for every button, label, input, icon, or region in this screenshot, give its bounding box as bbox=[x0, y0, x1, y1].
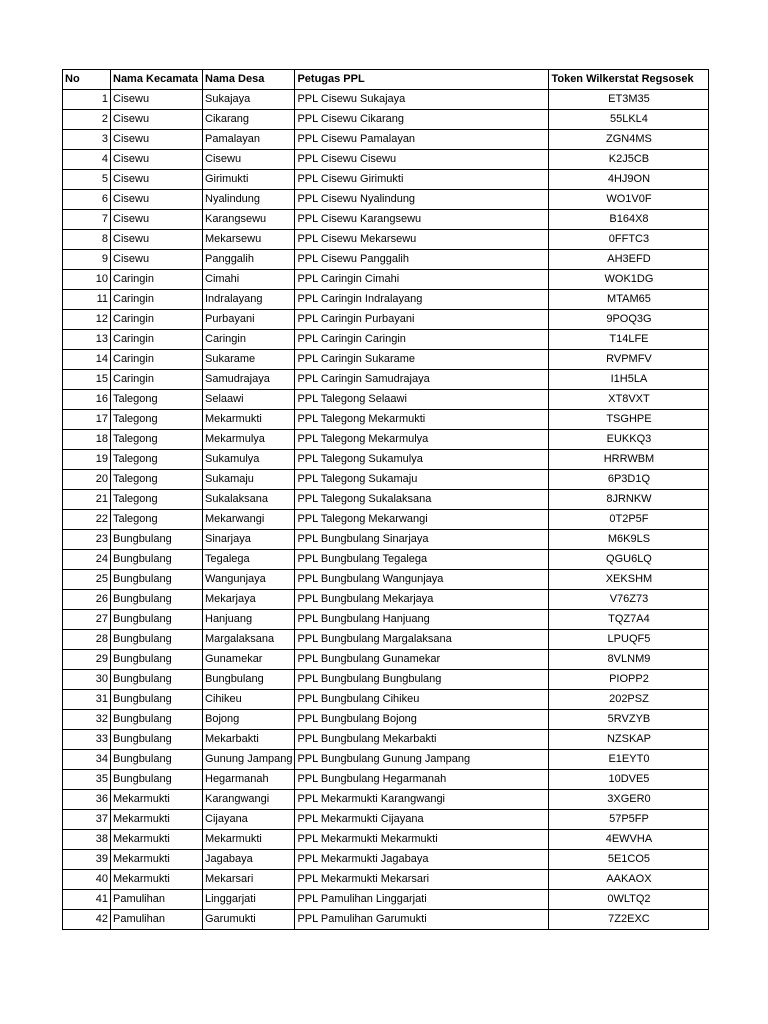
cell-token: TSGHPE bbox=[549, 410, 709, 430]
cell-desa: Sukalaksana bbox=[203, 490, 295, 510]
cell-token: 5E1CO5 bbox=[549, 850, 709, 870]
cell-no: 20 bbox=[63, 470, 111, 490]
cell-desa: Cihikeu bbox=[203, 690, 295, 710]
cell-token: QGU6LQ bbox=[549, 550, 709, 570]
cell-petugas: PPL Talegong Sukalaksana bbox=[295, 490, 549, 510]
cell-kecamatan: Bungbulang bbox=[111, 610, 203, 630]
table-row bbox=[63, 510, 709, 530]
table-row bbox=[63, 630, 709, 650]
cell-petugas: PPL Bungbulang Sinarjaya bbox=[295, 530, 549, 550]
cell-desa: Nyalindung bbox=[203, 190, 295, 210]
cell-token: EUKKQ3 bbox=[549, 430, 709, 450]
cell-no: 22 bbox=[63, 510, 111, 530]
cell-token: TQZ7A4 bbox=[549, 610, 709, 630]
cell-no: 16 bbox=[63, 390, 111, 410]
cell-kecamatan: Cisewu bbox=[111, 90, 203, 110]
cell-petugas: PPL Bungbulang Mekarjaya bbox=[295, 590, 549, 610]
cell-no: 30 bbox=[63, 670, 111, 690]
cell-petugas: PPL Bungbulang Gunung Jampang bbox=[295, 750, 549, 770]
cell-petugas: PPL Talegong Mekarwangi bbox=[295, 510, 549, 530]
table-row bbox=[63, 830, 709, 850]
table-row bbox=[63, 890, 709, 910]
cell-petugas: PPL Mekarmukti Jagabaya bbox=[295, 850, 549, 870]
cell-desa: Mekarmukti bbox=[203, 830, 295, 850]
table-row bbox=[63, 790, 709, 810]
cell-no: 18 bbox=[63, 430, 111, 450]
header-desa: Nama Desa bbox=[203, 70, 295, 90]
cell-kecamatan: Bungbulang bbox=[111, 710, 203, 730]
cell-kecamatan: Pamulihan bbox=[111, 890, 203, 910]
table-row bbox=[63, 330, 709, 350]
cell-petugas: PPL Mekarmukti Cijayana bbox=[295, 810, 549, 830]
cell-token: 0FFTC3 bbox=[549, 230, 709, 250]
table-row bbox=[63, 390, 709, 410]
cell-token: WO1V0F bbox=[549, 190, 709, 210]
cell-desa: Tegalega bbox=[203, 550, 295, 570]
cell-no: 36 bbox=[63, 790, 111, 810]
cell-no: 17 bbox=[63, 410, 111, 430]
cell-desa: Bungbulang bbox=[203, 670, 295, 690]
cell-no: 31 bbox=[63, 690, 111, 710]
cell-petugas: PPL Caringin Purbayani bbox=[295, 310, 549, 330]
cell-desa: Gunamekar bbox=[203, 650, 295, 670]
cell-token: 5RVZYB bbox=[549, 710, 709, 730]
cell-petugas: PPL Mekarmukti Mekarsari bbox=[295, 870, 549, 890]
cell-no: 15 bbox=[63, 370, 111, 390]
cell-desa: Mekarsewu bbox=[203, 230, 295, 250]
cell-kecamatan: Bungbulang bbox=[111, 530, 203, 550]
cell-no: 8 bbox=[63, 230, 111, 250]
cell-kecamatan: Bungbulang bbox=[111, 550, 203, 570]
cell-token: I1H5LA bbox=[549, 370, 709, 390]
table-row bbox=[63, 670, 709, 690]
cell-desa: Bojong bbox=[203, 710, 295, 730]
cell-kecamatan: Pamulihan bbox=[111, 910, 203, 930]
table-row bbox=[63, 450, 709, 470]
cell-no: 24 bbox=[63, 550, 111, 570]
cell-token: AH3EFD bbox=[549, 250, 709, 270]
cell-desa: Hanjuang bbox=[203, 610, 295, 630]
cell-desa: Indralayang bbox=[203, 290, 295, 310]
cell-petugas: PPL Talegong Mekarmukti bbox=[295, 410, 549, 430]
cell-kecamatan: Cisewu bbox=[111, 150, 203, 170]
table-row bbox=[63, 350, 709, 370]
cell-kecamatan: Bungbulang bbox=[111, 670, 203, 690]
cell-kecamatan: Cisewu bbox=[111, 110, 203, 130]
table-row bbox=[63, 590, 709, 610]
cell-desa: Garumukti bbox=[203, 910, 295, 930]
cell-petugas: PPL Bungbulang Wangunjaya bbox=[295, 570, 549, 590]
cell-petugas: PPL Cisewu Girimukti bbox=[295, 170, 549, 190]
cell-no: 42 bbox=[63, 910, 111, 930]
cell-kecamatan: Talegong bbox=[111, 450, 203, 470]
cell-desa: Mekarbakti bbox=[203, 730, 295, 750]
cell-petugas: PPL Bungbulang Mekarbakti bbox=[295, 730, 549, 750]
table-row bbox=[63, 530, 709, 550]
cell-token: RVPMFV bbox=[549, 350, 709, 370]
cell-desa: Mekarjaya bbox=[203, 590, 295, 610]
cell-desa: Sinarjaya bbox=[203, 530, 295, 550]
cell-no: 26 bbox=[63, 590, 111, 610]
cell-token: PIOPP2 bbox=[549, 670, 709, 690]
cell-desa: Selaawi bbox=[203, 390, 295, 410]
cell-petugas: PPL Bungbulang Hegarmanah bbox=[295, 770, 549, 790]
cell-no: 27 bbox=[63, 610, 111, 630]
cell-desa: Sukarame bbox=[203, 350, 295, 370]
cell-no: 38 bbox=[63, 830, 111, 850]
cell-no: 19 bbox=[63, 450, 111, 470]
cell-token: 3XGER0 bbox=[549, 790, 709, 810]
table-row bbox=[63, 170, 709, 190]
table-row bbox=[63, 410, 709, 430]
cell-kecamatan: Talegong bbox=[111, 430, 203, 450]
cell-token: 8JRNKW bbox=[549, 490, 709, 510]
table-row bbox=[63, 150, 709, 170]
cell-no: 12 bbox=[63, 310, 111, 330]
table-row bbox=[63, 710, 709, 730]
cell-no: 29 bbox=[63, 650, 111, 670]
header-no: No bbox=[63, 70, 111, 90]
cell-desa: Sukamulya bbox=[203, 450, 295, 470]
cell-token: 0WLTQ2 bbox=[549, 890, 709, 910]
cell-no: 21 bbox=[63, 490, 111, 510]
cell-kecamatan: Talegong bbox=[111, 410, 203, 430]
table-row bbox=[63, 690, 709, 710]
cell-token: 57P5FP bbox=[549, 810, 709, 830]
cell-no: 32 bbox=[63, 710, 111, 730]
cell-token: HRRWBM bbox=[549, 450, 709, 470]
cell-token: 10DVE5 bbox=[549, 770, 709, 790]
cell-token: E1EYT0 bbox=[549, 750, 709, 770]
cell-no: 25 bbox=[63, 570, 111, 590]
cell-token: NZSKAP bbox=[549, 730, 709, 750]
cell-kecamatan: Caringin bbox=[111, 270, 203, 290]
cell-no: 28 bbox=[63, 630, 111, 650]
cell-desa: Cijayana bbox=[203, 810, 295, 830]
table-row bbox=[63, 750, 709, 770]
table-row bbox=[63, 770, 709, 790]
cell-token: LPUQF5 bbox=[549, 630, 709, 650]
cell-petugas: PPL Bungbulang Bojong bbox=[295, 710, 549, 730]
table-row bbox=[63, 810, 709, 830]
cell-token: ET3M35 bbox=[549, 90, 709, 110]
cell-no: 35 bbox=[63, 770, 111, 790]
cell-token: B164X8 bbox=[549, 210, 709, 230]
table-row bbox=[63, 730, 709, 750]
cell-petugas: PPL Mekarmukti Karangwangi bbox=[295, 790, 549, 810]
cell-petugas: PPL Pamulihan Linggarjati bbox=[295, 890, 549, 910]
table-row bbox=[63, 110, 709, 130]
cell-token: 202PSZ bbox=[549, 690, 709, 710]
cell-petugas: PPL Bungbulang Bungbulang bbox=[295, 670, 549, 690]
cell-kecamatan: Talegong bbox=[111, 510, 203, 530]
cell-petugas: PPL Bungbulang Tegalega bbox=[295, 550, 549, 570]
cell-token: 8VLNM9 bbox=[549, 650, 709, 670]
cell-no: 4 bbox=[63, 150, 111, 170]
cell-token: 7Z2EXC bbox=[549, 910, 709, 930]
cell-desa: Jagabaya bbox=[203, 850, 295, 870]
table-row bbox=[63, 850, 709, 870]
cell-desa: Girimukti bbox=[203, 170, 295, 190]
header-row bbox=[63, 70, 709, 90]
cell-kecamatan: Bungbulang bbox=[111, 650, 203, 670]
cell-desa: Karangwangi bbox=[203, 790, 295, 810]
cell-token: T14LFE bbox=[549, 330, 709, 350]
cell-token: XEKSHM bbox=[549, 570, 709, 590]
cell-petugas: PPL Cisewu Cikarang bbox=[295, 110, 549, 130]
cell-kecamatan: Bungbulang bbox=[111, 690, 203, 710]
table-row bbox=[63, 470, 709, 490]
cell-desa: Pamalayan bbox=[203, 130, 295, 150]
cell-petugas: PPL Caringin Caringin bbox=[295, 330, 549, 350]
cell-petugas: PPL Talegong Sukamaju bbox=[295, 470, 549, 490]
cell-desa: Samudrajaya bbox=[203, 370, 295, 390]
cell-kecamatan: Talegong bbox=[111, 390, 203, 410]
cell-desa: Mekarmulya bbox=[203, 430, 295, 450]
cell-desa: Margalaksana bbox=[203, 630, 295, 650]
cell-desa: Sukajaya bbox=[203, 90, 295, 110]
table-row bbox=[63, 250, 709, 270]
table-row bbox=[63, 910, 709, 930]
cell-petugas: PPL Caringin Samudrajaya bbox=[295, 370, 549, 390]
cell-petugas: PPL Talegong Sukamulya bbox=[295, 450, 549, 470]
cell-no: 37 bbox=[63, 810, 111, 830]
cell-petugas: PPL Talegong Selaawi bbox=[295, 390, 549, 410]
cell-kecamatan: Cisewu bbox=[111, 250, 203, 270]
cell-petugas: PPL Caringin Cimahi bbox=[295, 270, 549, 290]
table-row bbox=[63, 90, 709, 110]
table-body bbox=[63, 90, 709, 930]
cell-petugas: PPL Talegong Mekarmulya bbox=[295, 430, 549, 450]
cell-no: 2 bbox=[63, 110, 111, 130]
cell-no: 7 bbox=[63, 210, 111, 230]
cell-token: V76Z73 bbox=[549, 590, 709, 610]
cell-kecamatan: Mekarmukti bbox=[111, 850, 203, 870]
cell-petugas: PPL Cisewu Panggalih bbox=[295, 250, 549, 270]
cell-kecamatan: Mekarmukti bbox=[111, 830, 203, 850]
table-row bbox=[63, 490, 709, 510]
cell-kecamatan: Cisewu bbox=[111, 170, 203, 190]
cell-kecamatan: Mekarmukti bbox=[111, 870, 203, 890]
cell-petugas: PPL Pamulihan Garumukti bbox=[295, 910, 549, 930]
cell-petugas: PPL Bungbulang Hanjuang bbox=[295, 610, 549, 630]
cell-desa: Panggalih bbox=[203, 250, 295, 270]
cell-petugas: PPL Bungbulang Margalaksana bbox=[295, 630, 549, 650]
table-row bbox=[63, 870, 709, 890]
cell-token: 9POQ3G bbox=[549, 310, 709, 330]
cell-no: 13 bbox=[63, 330, 111, 350]
cell-no: 9 bbox=[63, 250, 111, 270]
cell-token: 0T2P5F bbox=[549, 510, 709, 530]
cell-petugas: PPL Mekarmukti Mekarmukti bbox=[295, 830, 549, 850]
cell-kecamatan: Cisewu bbox=[111, 210, 203, 230]
cell-no: 3 bbox=[63, 130, 111, 150]
cell-no: 6 bbox=[63, 190, 111, 210]
cell-desa: Purbayani bbox=[203, 310, 295, 330]
cell-petugas: PPL Caringin Indralayang bbox=[295, 290, 549, 310]
cell-token: 4HJ9ON bbox=[549, 170, 709, 190]
cell-token: M6K9LS bbox=[549, 530, 709, 550]
header-kecamatan: Nama Kecamata bbox=[111, 70, 203, 90]
cell-petugas: PPL Cisewu Karangsewu bbox=[295, 210, 549, 230]
cell-desa: Linggarjati bbox=[203, 890, 295, 910]
cell-no: 40 bbox=[63, 870, 111, 890]
cell-no: 11 bbox=[63, 290, 111, 310]
cell-no: 39 bbox=[63, 850, 111, 870]
cell-token: WOK1DG bbox=[549, 270, 709, 290]
cell-no: 33 bbox=[63, 730, 111, 750]
cell-petugas: PPL Caringin Sukarame bbox=[295, 350, 549, 370]
cell-kecamatan: Caringin bbox=[111, 310, 203, 330]
cell-token: 4EWVHA bbox=[549, 830, 709, 850]
cell-kecamatan: Caringin bbox=[111, 290, 203, 310]
table-row bbox=[63, 550, 709, 570]
cell-kecamatan: Caringin bbox=[111, 350, 203, 370]
cell-desa: Mekarsari bbox=[203, 870, 295, 890]
cell-token: K2J5CB bbox=[549, 150, 709, 170]
cell-desa: Gunung Jampang bbox=[203, 750, 295, 770]
cell-no: 5 bbox=[63, 170, 111, 190]
cell-desa: Wangunjaya bbox=[203, 570, 295, 590]
cell-token: MTAM65 bbox=[549, 290, 709, 310]
table-row bbox=[63, 610, 709, 630]
table-header bbox=[63, 70, 709, 90]
cell-desa: Cikarang bbox=[203, 110, 295, 130]
cell-desa: Mekarwangi bbox=[203, 510, 295, 530]
table-row bbox=[63, 370, 709, 390]
cell-token: 6P3D1Q bbox=[549, 470, 709, 490]
cell-token: XT8VXT bbox=[549, 390, 709, 410]
cell-kecamatan: Caringin bbox=[111, 370, 203, 390]
cell-desa: Cimahi bbox=[203, 270, 295, 290]
cell-no: 34 bbox=[63, 750, 111, 770]
cell-desa: Sukamaju bbox=[203, 470, 295, 490]
cell-petugas: PPL Cisewu Mekarsewu bbox=[295, 230, 549, 250]
table-row bbox=[63, 190, 709, 210]
table-row bbox=[63, 570, 709, 590]
header-petugas: Petugas PPL bbox=[295, 70, 549, 90]
token-table bbox=[62, 69, 709, 930]
cell-token: AAKAOX bbox=[549, 870, 709, 890]
cell-token: ZGN4MS bbox=[549, 130, 709, 150]
cell-petugas: PPL Cisewu Pamalayan bbox=[295, 130, 549, 150]
cell-petugas: PPL Cisewu Sukajaya bbox=[295, 90, 549, 110]
cell-petugas: PPL Bungbulang Gunamekar bbox=[295, 650, 549, 670]
cell-desa: Mekarmukti bbox=[203, 410, 295, 430]
cell-kecamatan: Talegong bbox=[111, 490, 203, 510]
cell-kecamatan: Cisewu bbox=[111, 130, 203, 150]
cell-kecamatan: Cisewu bbox=[111, 230, 203, 250]
cell-desa: Caringin bbox=[203, 330, 295, 350]
cell-kecamatan: Mekarmukti bbox=[111, 810, 203, 830]
cell-no: 41 bbox=[63, 890, 111, 910]
cell-kecamatan: Bungbulang bbox=[111, 750, 203, 770]
cell-no: 1 bbox=[63, 90, 111, 110]
cell-no: 14 bbox=[63, 350, 111, 370]
cell-token: 55LKL4 bbox=[549, 110, 709, 130]
cell-kecamatan: Caringin bbox=[111, 330, 203, 350]
table-row bbox=[63, 230, 709, 250]
table-row bbox=[63, 130, 709, 150]
table-row bbox=[63, 310, 709, 330]
cell-no: 10 bbox=[63, 270, 111, 290]
table-row bbox=[63, 650, 709, 670]
cell-kecamatan: Bungbulang bbox=[111, 630, 203, 650]
cell-petugas: PPL Bungbulang Cihikeu bbox=[295, 690, 549, 710]
cell-kecamatan: Bungbulang bbox=[111, 590, 203, 610]
cell-petugas: PPL Cisewu Nyalindung bbox=[295, 190, 549, 210]
cell-kecamatan: Bungbulang bbox=[111, 730, 203, 750]
cell-kecamatan: Bungbulang bbox=[111, 770, 203, 790]
table-row bbox=[63, 430, 709, 450]
cell-desa: Karangsewu bbox=[203, 210, 295, 230]
header-token: Token Wilkerstat Regsosek bbox=[549, 70, 709, 90]
cell-kecamatan: Talegong bbox=[111, 470, 203, 490]
cell-petugas: PPL Cisewu Cisewu bbox=[295, 150, 549, 170]
cell-desa: Hegarmanah bbox=[203, 770, 295, 790]
cell-desa: Cisewu bbox=[203, 150, 295, 170]
table-row bbox=[63, 210, 709, 230]
table-row bbox=[63, 270, 709, 290]
cell-kecamatan: Mekarmukti bbox=[111, 790, 203, 810]
table-row bbox=[63, 290, 709, 310]
cell-kecamatan: Cisewu bbox=[111, 190, 203, 210]
cell-no: 23 bbox=[63, 530, 111, 550]
cell-kecamatan: Bungbulang bbox=[111, 570, 203, 590]
